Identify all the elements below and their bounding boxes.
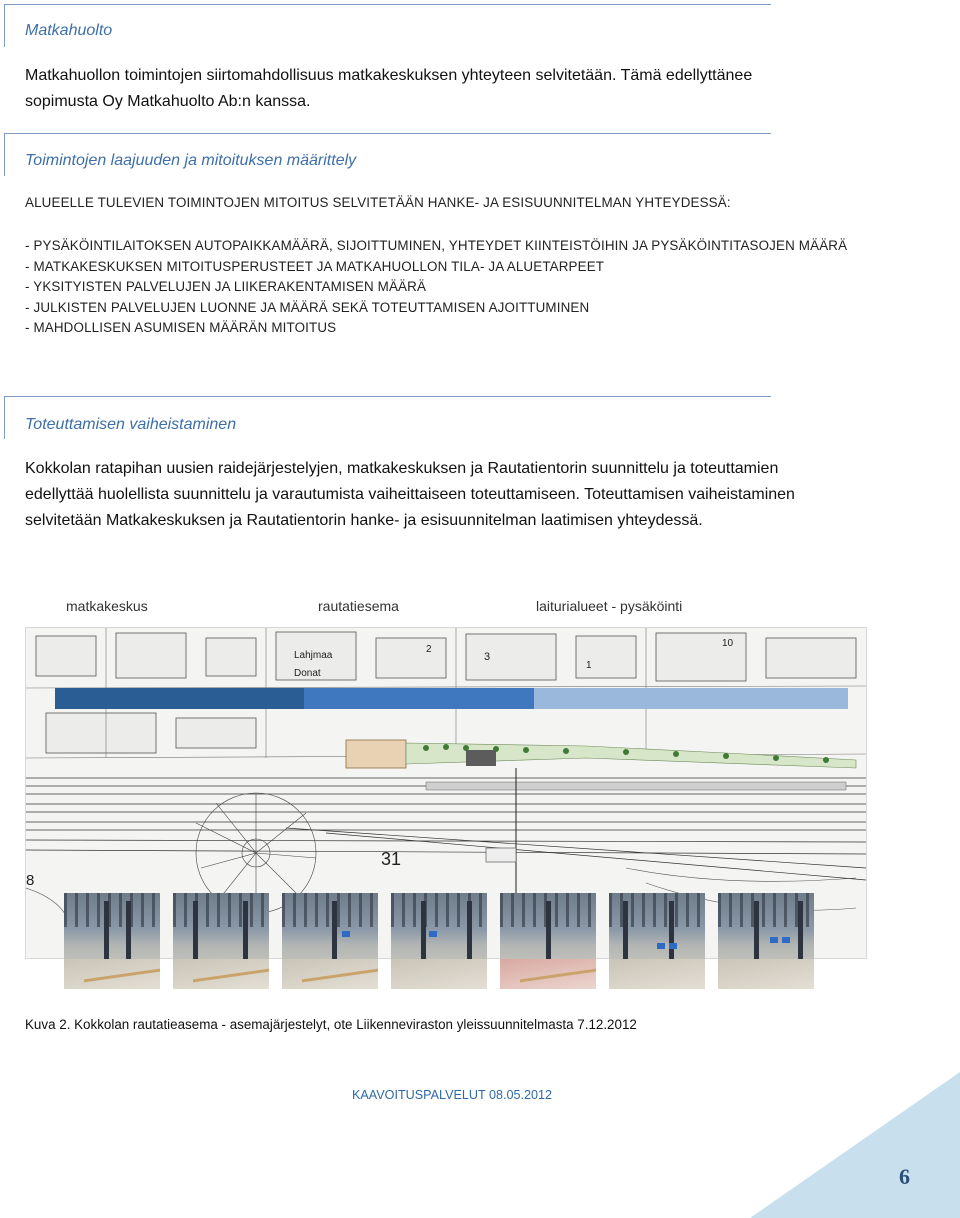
platform-render-image [282,893,378,989]
map-text: 10 [722,638,734,649]
paragraph-line: Matkahuollon toimintojen siirtomahdollisuus matkakeskuksen yhteyteen selvitetään. Tämä edellyttänee [25,67,753,84]
matkahuolto-paragraph [25,63,752,115]
section-title-mitoitus: Toimintojen laajuuden ja mitoituksen määrittely [25,152,357,169]
map-text: 3 [484,651,491,663]
platform-render-image [500,893,596,989]
list-item: - MAHDOLLISEN ASUMISEN MÄÄRÄN MITOITUS [25,320,337,335]
platform-render-image [173,893,269,989]
mitoitus-intro: ALUEELLE TULEVIEN TOIMINTOJEN MITOITUS SELVITETÄÄN HANKE- JA ESISUUNNITELMAN YHTEYDESSÄ: [25,195,731,210]
paragraph-line: Kokkolan ratapihan uusien raidejärjestelyjen, matkakeskuksen ja Rautatientorin suunnittelu ja toteuttamien [25,460,779,477]
paragraph-line: sopimusta Oy Matkahuolto Ab:n kanssa. [25,93,311,110]
mitoitus-list [25,236,865,339]
figure-label-rautatiesema: rautatiesema [318,598,399,614]
section-frame-matkahuolto [4,4,771,47]
platform-render-image [609,893,705,989]
list-item: - MATKAKESKUKSEN MITOITUSPERUSTEET JA MATKAHUOLLON TILA- JA ALUETARPEET [25,258,605,274]
list-item: - YKSITYISTEN PALVELUJEN JA LIIKERAKENTAMISEN MÄÄRÄ [25,279,427,294]
vaiheistaminen-paragraph [25,456,885,534]
platform-render-image [64,893,160,989]
map-number-8: 8 [26,872,35,889]
section-title-vaiheistaminen: Toteuttamisen vaiheistaminen [25,416,237,433]
platform-render-image [718,893,814,989]
map-text: 2 [426,644,432,655]
figure-label-laiturialueet: laiturialueet - pysäköinti [536,598,683,614]
phase-bar-rautatiesema [304,688,536,709]
footer-text: KAAVOITUSPALVELUT 08.05.2012 [352,1088,552,1102]
map-text: Donat [294,668,321,679]
figure-caption: Kuva 2. Kokkolan rautatieasema - asemajärjestelyt, ote Liikenneviraston yleissuunnitelmasta 7.12.2012 [25,1017,637,1032]
list-item: - JULKISTEN PALVELUJEN LUONNE JA MÄÄRÄ SEKÄ TOTEUTTAMISEN AJOITTUMINEN [25,299,590,315]
phase-bar-laiturialueet [534,688,848,709]
page-number: 6 [899,1164,910,1189]
section-title-matkahuolto: Matkahuolto [25,22,113,39]
map-text: 1 [586,660,592,671]
paragraph-line: selvitetään Matkakeskuksen ja Rautatientorin hanke- ja esisuunnitelman laatimisen yhteydessä. [25,512,703,529]
corner-decoration [750,1072,960,1218]
phase-bar-matkakeskus [55,688,306,709]
platform-render-image [391,893,487,989]
map-text: Lahjmaa [294,650,333,661]
figure-label-matkakeskus: matkakeskus [66,598,148,614]
list-item: - PYSÄKÖINTILAITOKSEN AUTOPAIKKAMÄÄRÄ, SIJOITTUMINEN, YHTEYDET KIINTEISTÖIHIN JA PYSÄKÖINTITASOJEN MÄÄRÄ [25,238,848,253]
map-number-31: 31 [381,849,402,869]
paragraph-line: edellyttää huolellista suunnittelu ja varautumista vaiheittaiseen toteuttamiseen. Toteuttamisen vaiheistaminen [25,486,795,503]
